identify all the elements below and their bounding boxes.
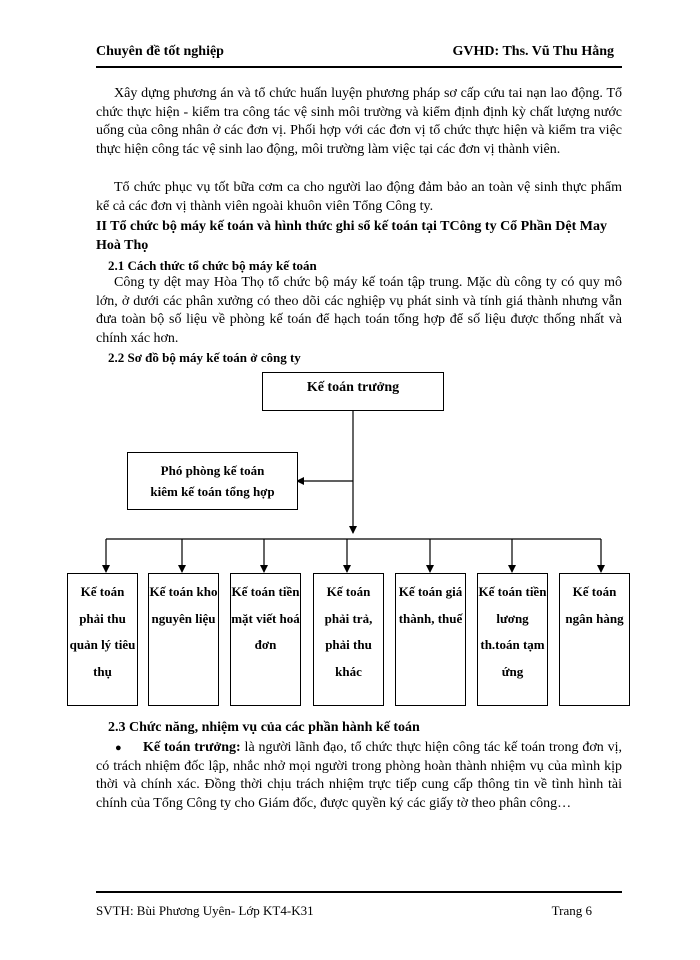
bullet-chief-accountant <box>96 739 622 814</box>
org-box-deputy <box>127 452 298 510</box>
org-box-inventory: Kế toán kho nguyên liệu <box>148 573 219 706</box>
bullet-icon: ● <box>115 742 122 754</box>
org-box-payroll: Kế toán tiền lương th.toán tạm ứng <box>477 573 548 706</box>
subsection-2-3-title: 2.3 Chức năng, nhiệm vụ của các phần hành kế toán <box>108 720 420 735</box>
org-box-bank: Kế toán ngân hàng <box>559 573 630 706</box>
paragraph-meals: Tổ chức phục vụ tốt bữa cơm ca cho người lao động đảm bảo an toàn vệ sinh thực phẩm kể cả các đơn vị thành viên ngoài khuôn viên Tổng Công ty. <box>96 180 622 214</box>
subsection-2-1-title: 2.1 Cách thức tổ chức bộ máy kế toán <box>108 258 317 273</box>
org-box-deputy-line-1: Phó phòng kế toán <box>160 463 265 478</box>
bullet-text: là người lãnh đạo, tổ chức thực hiện công tác kế toán trong đơn vị, có trách nhiệm đốc lập, nhắc nhở mọi người trong phòng hoàn thành nhiệm vụ của mình kịp thời và chính xác. Đồng thời chịu trách nhiệm trực tiếp cung cấp thông tin về tình hình tài chính của Tổng Công ty cho Giám đốc, được quyền ký các giấy tờ theo phân công… <box>96 740 623 812</box>
org-box-chief-accountant: Kế toán trưởng <box>262 372 444 411</box>
header-advisor: GVHD: Ths. Vũ Thu Hằng <box>452 44 614 59</box>
footer-rule <box>96 891 622 893</box>
org-box-costing-tax: Kế toán giá thành, thuế <box>395 573 466 706</box>
header-title: Chuyên đề tốt nghiệp <box>96 44 224 59</box>
org-box-cash: Kế toán tiền mặt viết hoá đơn <box>230 573 301 706</box>
bullet-label: Kế toán trưởng: <box>143 740 241 755</box>
paragraph-safety: Xây dựng phương án và tổ chức huấn luyện phương pháp sơ cấp cứu tai nạn lao động. Tổ chức thực hiện - kiểm tra công tác vệ sinh môi trường và kiểm định định kỳ chất lượng nước uống của công nhân ở các đơn vị. Phối hợp với các đơn vị tổ chức thực hiện và kiểm tra việc thực hiện công tác vệ sinh lao động, môi trường làm việc tại các đơn vị thành viên. <box>96 86 622 158</box>
org-box-deputy-line-2: kiêm kế toán tổng hợp <box>150 484 275 499</box>
footer-author: SVTH: Bùi Phương Uyên- Lớp KT4-K31 <box>96 903 314 918</box>
org-box-payables: Kế toán phải trả, phải thu khác <box>313 573 384 706</box>
subsection-2-1-text: Công ty dệt may Hòa Thọ tổ chức bộ máy kế toán tập trung. Mặc dù công ty có quy mô lớn, ở dưới các phân xưởng có theo dõi các nghiệp vụ phát sinh và tính giá thành nhưng vẫn đưa toàn bộ số liệu về phòng kế toán để hạch toán tổng hợp để số liệu được thống nhất và chính xác hơn. <box>96 275 622 347</box>
subsection-2-2-title: 2.2 Sơ đồ bộ máy kế toán ở công ty <box>108 350 301 365</box>
section-2-title: II Tổ chức bộ máy kế toán và hình thức ghi sổ kế toán tại TCông ty Cổ Phần Dệt May Hoà Thọ <box>96 219 608 253</box>
org-box-receivables: Kế toán phải thu quản lý tiêu thụ <box>67 573 138 706</box>
footer-page-number: Trang 6 <box>551 903 592 918</box>
